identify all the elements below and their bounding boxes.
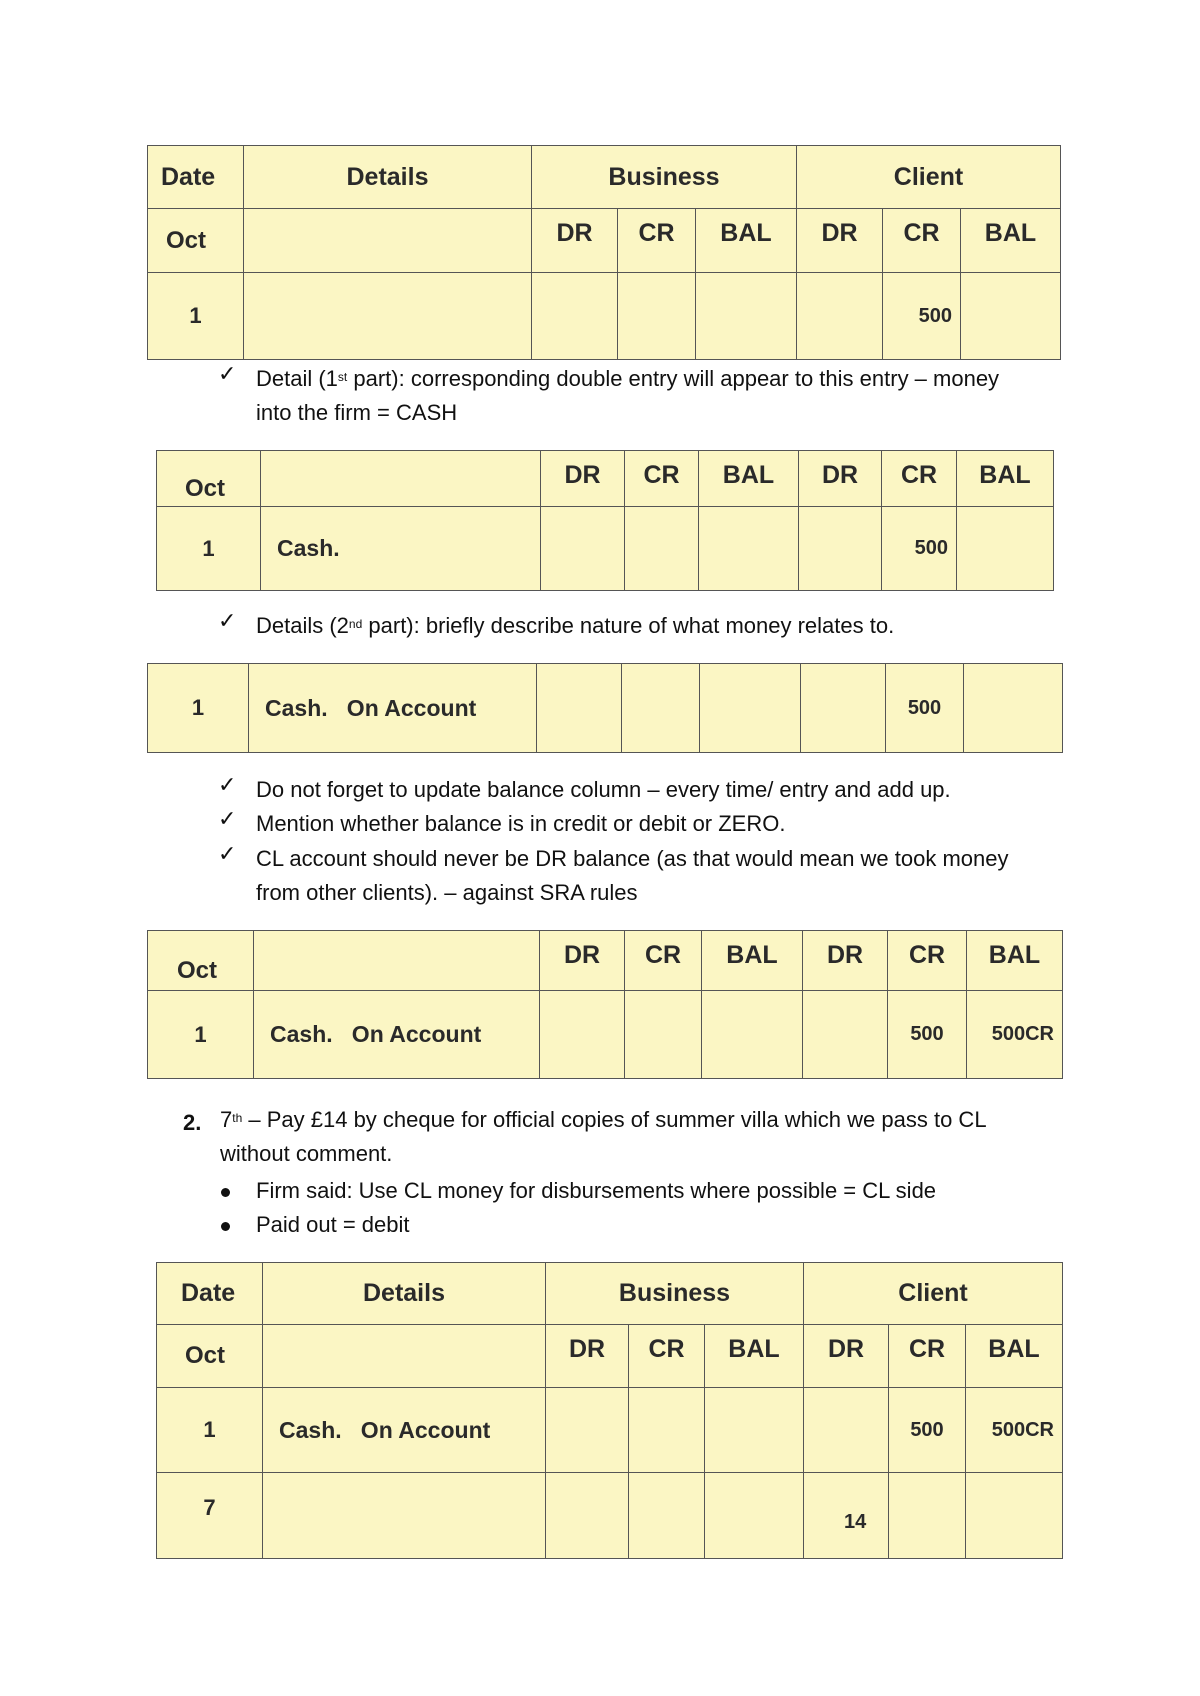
client-cr-header: CR <box>883 209 961 273</box>
business-bal-header: BAL <box>699 451 799 507</box>
details-cell <box>244 209 532 273</box>
header-client: Client <box>797 146 1061 209</box>
client-bal-header: BAL <box>961 209 1061 273</box>
header-details: Details <box>263 1263 546 1325</box>
client-dr-cell: 14 <box>804 1473 889 1559</box>
business-dr-cell <box>541 507 625 591</box>
client-bal-header: BAL <box>966 1325 1063 1388</box>
header-date: Date <box>157 1263 263 1325</box>
client-dr-header: DR <box>803 931 888 991</box>
business-cr-cell <box>622 664 700 753</box>
client-cr-cell: 500 <box>889 1388 966 1473</box>
client-cr-cell <box>889 1473 966 1559</box>
item-2-text <box>220 1103 987 1137</box>
business-dr-cell <box>532 273 618 360</box>
ledger-table-2 <box>156 450 1054 591</box>
day-cell: 1 <box>148 273 244 360</box>
client-cr-header: CR <box>882 451 957 507</box>
details-cell <box>254 931 540 991</box>
bullet-cl-money: Firm said: Use CL money for disbursements where possible = CL side <box>256 1178 937 1203</box>
month-cell: Oct <box>157 1325 263 1388</box>
item-2-text-line2: without comment. <box>220 1141 393 1166</box>
day-cell: 1 <box>157 1388 263 1473</box>
check-icon: ✓ <box>218 773 237 798</box>
note-balance-status: Mention whether balance is in credit or debit or ZERO. <box>256 811 786 836</box>
item-superscript: th <box>232 1111 243 1125</box>
business-dr-cell <box>540 991 625 1079</box>
details-cell: Cash. <box>261 507 541 591</box>
client-bal-cell: 500CR <box>966 1388 1063 1473</box>
note-text: Details (2 <box>256 613 349 638</box>
business-cr-cell <box>629 1473 705 1559</box>
business-bal-cell <box>705 1473 804 1559</box>
note-text: part): corresponding double entry will appear to this entry – money <box>347 366 1000 391</box>
business-cr-cell <box>625 507 699 591</box>
business-bal-cell <box>702 991 803 1079</box>
business-dr-header: DR <box>546 1325 629 1388</box>
client-cr-header: CR <box>888 931 967 991</box>
business-dr-header: DR <box>532 209 618 273</box>
client-dr-cell <box>804 1388 889 1473</box>
note-detail-first-part-line2: into the firm = CASH <box>256 400 458 425</box>
business-dr-header: DR <box>541 451 625 507</box>
details-cell: Cash. On Account <box>263 1388 546 1473</box>
header-client: Client <box>804 1263 1063 1325</box>
month-cell: Oct <box>148 931 254 991</box>
item-text: – Pay £14 by cheque for official copies of summer villa which we pass to CL <box>242 1107 987 1132</box>
day-cell: 7 <box>157 1473 263 1559</box>
client-cr-cell: 500 <box>886 664 964 753</box>
client-bal-cell <box>957 507 1054 591</box>
business-bal-header: BAL <box>696 209 797 273</box>
client-cr-header: CR <box>889 1325 966 1388</box>
ledger-table-3 <box>147 663 1063 753</box>
business-bal-header: BAL <box>705 1325 804 1388</box>
month-cell: Oct <box>157 451 261 507</box>
check-icon: ✓ <box>218 807 237 832</box>
check-icon: ✓ <box>218 362 237 387</box>
client-dr-cell <box>797 273 883 360</box>
details-cell: Cash. On Account <box>254 991 540 1079</box>
business-bal-cell <box>696 273 797 360</box>
client-cr-cell: 500 <box>883 273 961 360</box>
business-cr-cell <box>629 1388 705 1473</box>
business-cr-header: CR <box>629 1325 705 1388</box>
note-superscript: st <box>337 370 348 384</box>
business-dr-cell <box>546 1473 629 1559</box>
note-detail-first-part <box>256 362 999 396</box>
bullet-icon <box>221 1222 230 1231</box>
ledger-table-5 <box>156 1262 1063 1559</box>
client-dr-header: DR <box>804 1325 889 1388</box>
business-dr-header: DR <box>540 931 625 991</box>
item-text: 7 <box>220 1107 233 1132</box>
client-dr-cell <box>803 991 888 1079</box>
month-cell: Oct <box>148 209 244 273</box>
header-business: Business <box>532 146 797 209</box>
client-bal-header: BAL <box>957 451 1054 507</box>
check-icon: ✓ <box>218 609 237 634</box>
details-cell <box>261 451 541 507</box>
client-dr-cell <box>801 664 886 753</box>
business-cr-cell <box>618 273 696 360</box>
details-cell <box>263 1325 546 1388</box>
note-cl-account: CL account should never be DR balance (as that would mean we took money <box>256 846 1009 871</box>
note-cl-account-line2: from other clients). – against SRA rules <box>256 880 638 905</box>
client-dr-header: DR <box>799 451 882 507</box>
client-dr-cell <box>799 507 882 591</box>
note-text: Detail (1 <box>256 366 338 391</box>
check-icon: ✓ <box>218 842 237 867</box>
ledger-table-4 <box>147 930 1063 1079</box>
note-detail-second-part <box>256 609 894 643</box>
details-cell: Cash. On Account <box>249 664 537 753</box>
bullet-icon <box>221 1188 230 1197</box>
header-details: Details <box>244 146 532 209</box>
business-cr-header: CR <box>618 209 696 273</box>
business-bal-cell <box>699 507 799 591</box>
day-cell: 1 <box>148 991 254 1079</box>
business-bal-cell <box>705 1388 804 1473</box>
day-cell: 1 <box>157 507 261 591</box>
business-dr-cell <box>546 1388 629 1473</box>
client-bal-cell <box>966 1473 1063 1559</box>
business-bal-header: BAL <box>702 931 803 991</box>
note-update-balance: Do not forget to update balance column – every time/ entry and add up. <box>256 777 951 802</box>
details-cell <box>263 1473 546 1559</box>
bullet-paid-out: Paid out = debit <box>256 1212 410 1237</box>
note-text: part): briefly describe nature of what money relates to. <box>362 613 895 638</box>
business-cr-header: CR <box>625 451 699 507</box>
business-dr-cell <box>537 664 622 753</box>
details-cell <box>244 273 532 360</box>
client-dr-header: DR <box>797 209 883 273</box>
client-bal-cell <box>961 273 1061 360</box>
client-bal-cell <box>964 664 1063 753</box>
client-bal-cell: 500CR <box>967 991 1063 1079</box>
client-cr-cell: 500 <box>888 991 967 1079</box>
header-date: Date <box>148 146 244 209</box>
item-number: 2. <box>183 1110 202 1135</box>
client-bal-header: BAL <box>967 931 1063 991</box>
header-business: Business <box>546 1263 804 1325</box>
ledger-table-1 <box>147 145 1061 360</box>
business-cr-cell <box>625 991 702 1079</box>
note-superscript: nd <box>348 617 363 631</box>
business-cr-header: CR <box>625 931 702 991</box>
day-cell: 1 <box>148 664 249 753</box>
business-bal-cell <box>700 664 801 753</box>
client-cr-cell: 500 <box>882 507 957 591</box>
